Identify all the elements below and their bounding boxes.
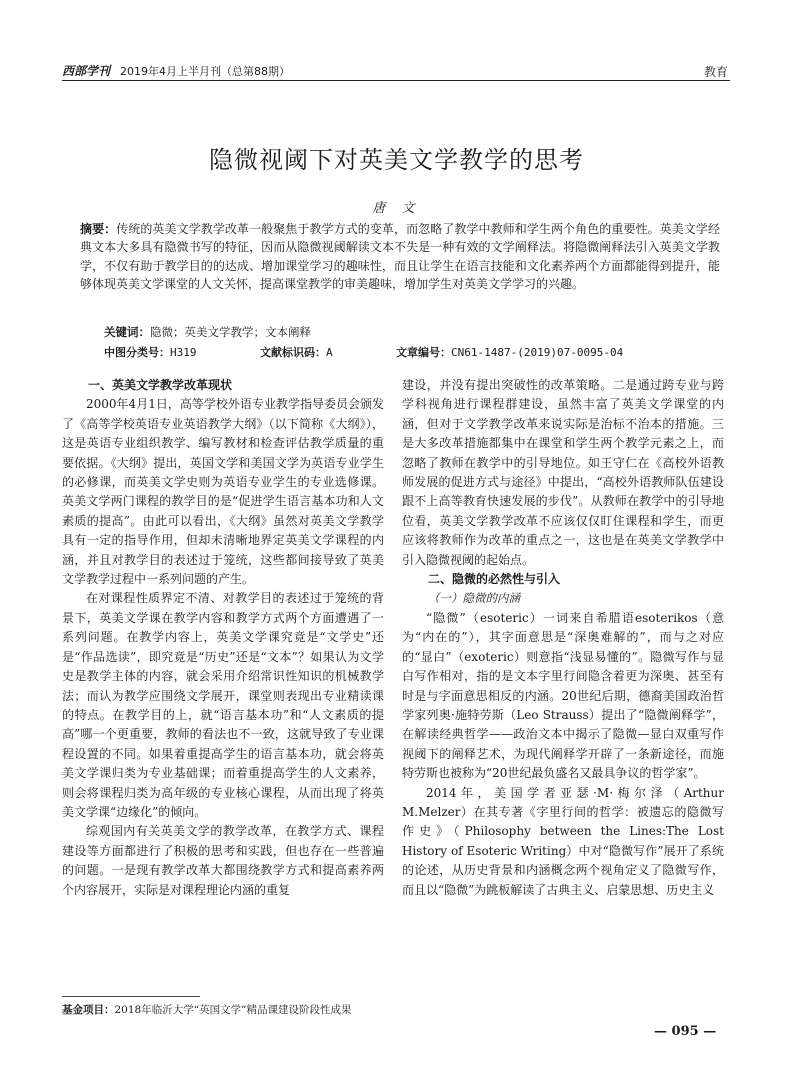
section-heading-1: 一、英美文学教学改革现状 bbox=[88, 378, 233, 392]
clc-label: 中图分类号： bbox=[104, 346, 170, 359]
left-column bbox=[62, 376, 384, 900]
section-name: 教育 bbox=[703, 65, 728, 79]
keywords-label: 关键词： bbox=[104, 325, 150, 339]
doc-code-label: 文献标识码： bbox=[260, 346, 326, 359]
right-column bbox=[402, 376, 724, 900]
footnote-rule bbox=[62, 996, 200, 997]
issue-info: 2019年4月上半月刊（总第88期） bbox=[120, 65, 290, 78]
paragraph: 在对课程性质界定不清、对教学目的表述过于笼统的背景下，英美文学课在教学内容和教学方式两个方面遭遇了一系列问题。在教学内容上，英美文学课究竟是“文学史”还是“作品选读”，即究竟是“历史”还是“文本”？如果认为文学史是教学主体的内容，就会采用介绍常识性知识的机械教学法；而认为教学应围绕文学展开，课堂则表现出专业精读课的特点。在教学目的上，就“语言基本功”和“人文素质的提高”哪一个更重要，教师的看法也不一致，这就导致了专业课程设置的不同。如果着重提高学生的语言基本功，就会将英美文学课归类为专业基础课；而着重提高学生的人文素养，则会将课程归类为高年级的专业核心课程，从而出现了将英美文学课“边缘化”的倾向。 bbox=[62, 591, 384, 819]
article-title: 隐微视阈下对英美文学教学的思考 bbox=[209, 146, 584, 174]
paragraph: 2000年4月1日，高等学校外语专业教学指导委员会颁发了《高等学校英语专业英语教学大纲》（以下简称《大纲》），这是英语专业组织教学、编写教材和检查评估教学质量的重要依据。《大纲》提出，英国文学和美国文学为英语专业学生的必修课，而英美文学史则为英语专业学生的专业选修课。英美文学两门课程的教学目的是“促进学生语言基本功和人文素质的提高”。由此可以看出，《大纲》虽然对英美文学教学具有一定的指导作用，但却未清晰地界定英美文学课程的内涵，并且对教学目的表述过于笼统，这些都间接导致了英美文学教学过程中一系列问题的产生。 bbox=[62, 397, 384, 587]
paragraph: 综观国内有关英美文学的教学改革，在教学方式、课程建设等方面都进行了积极的思考和实践，但也存在一些普遍的问题。一是现有教学改革大都围绕教学方式和提高素养两个内容展开，实际是对课程理论内涵的重复 bbox=[62, 824, 384, 897]
subsection-heading: （一）隐微的内涵 bbox=[428, 591, 520, 606]
article-no-label: 文章编号： bbox=[396, 346, 451, 359]
keywords bbox=[104, 324, 311, 340]
article-no-value: CN61-1487-(2019)07-0095-04 bbox=[451, 346, 624, 359]
running-header bbox=[62, 60, 730, 82]
footnote bbox=[62, 1002, 351, 1017]
clc-value: H319 bbox=[170, 346, 197, 359]
footnote-text: 2018年临沂大学“英国文学”精品课建设阶段性成果 bbox=[114, 1004, 352, 1016]
header-rule bbox=[62, 80, 730, 81]
paragraph: 建设，并没有提出突破性的改革策略。二是通过跨专业与跨学科视角进行课程群建设，虽然丰富了英美文学课堂的内涵，但对于文学教学改革来说实际是治标不治本的措施。三是大多改革措施都集中在课堂和学生两个教学元素之上，而忽略了教师在教学中的引导地位。如王守仁在《高校外语教师发展的促进方式与途径》中提出，“高校外语教师队伍建设跟不上高等教育快速发展的步伐”。从教师在教学中的引导地位看，英美文学教学改革不应该仅仅盯住课程和学生，而更应该将教师作为改革的重点之一，这也是在英美文学教学中引入隐微视阈的起始点。 bbox=[402, 378, 724, 567]
abstract-text: 传统的英美文学教学改革一般聚焦于教学方式的变革，而忽略了教学中教师和学生两个角色的重要性。英美文学经典文本大多具有隐微书写的特征，因而从隐微视阈解读文本不失是一种有效的文学阐释法。将隐微阐释法引入英美文学教学，不仅有助于教学目的的达成、增加课堂学习的趣味性，而且让学生在语言技能和文化素养两个方面都能得到提升，能够体现英美文学课堂的人文关怀，提高课堂教学的审美趣味，增加学生对英美文学学习的兴趣。 bbox=[80, 222, 720, 292]
doc-code-value: A bbox=[326, 346, 333, 359]
paragraph: 2014年，美国学者亚瑟·M·梅尔泽（Arthur M.Melzer）在其专著《字里行间的哲学：被遗忘的隐微写作史》（Philosophy between the Lines:The Lost History of Esoteric Writing）中对“隐微写作”展开了系统的论述，从历史背景和内涵概念两个视角定义了隐微写作，而且以“隐微”为跳板解读了古典主义、启蒙思想、历史主义 bbox=[402, 785, 724, 897]
abstract-label: 摘要： bbox=[80, 222, 117, 236]
section-heading-2: 二、隐微的必然性与引入 bbox=[428, 572, 561, 587]
doc-code-cell bbox=[260, 344, 333, 360]
footnote-label: 基金项目： bbox=[62, 1004, 115, 1016]
paragraph: “隐微”（esoteric）一词来自希腊语esoterikos（意为“内在的”），其字面意思是“深奥难解的”，而与之对应的“显白”（exoteric）则意指“浅显易懂的”。隐微写作与显白写作相对，指的是文本字里行间隐含着更为深奥、甚至有时是与字面意思相反的内涵。20世纪后期，德裔美国政治哲学家列奥·施特劳斯（Leo Strauss）提出了“隐微阐释学”，在解读经典哲学——政治文本中揭示了隐微—显白双重写作视阈下的阐释艺术，为现代阐释学开辟了一条新途径，而施特劳斯也被称为“20世纪最负盛名又最具争议的哲学家”。 bbox=[402, 610, 724, 781]
journal-name: 西部学刊 bbox=[62, 64, 111, 78]
keywords-text: 隐微；英美文学教学；文本阐释 bbox=[150, 325, 311, 339]
page-number: — 095 — bbox=[654, 1024, 717, 1039]
article-author: 唐 文 bbox=[372, 201, 421, 216]
article-no-cell bbox=[396, 344, 623, 360]
clc-cell bbox=[104, 344, 197, 360]
abstract bbox=[80, 220, 720, 294]
